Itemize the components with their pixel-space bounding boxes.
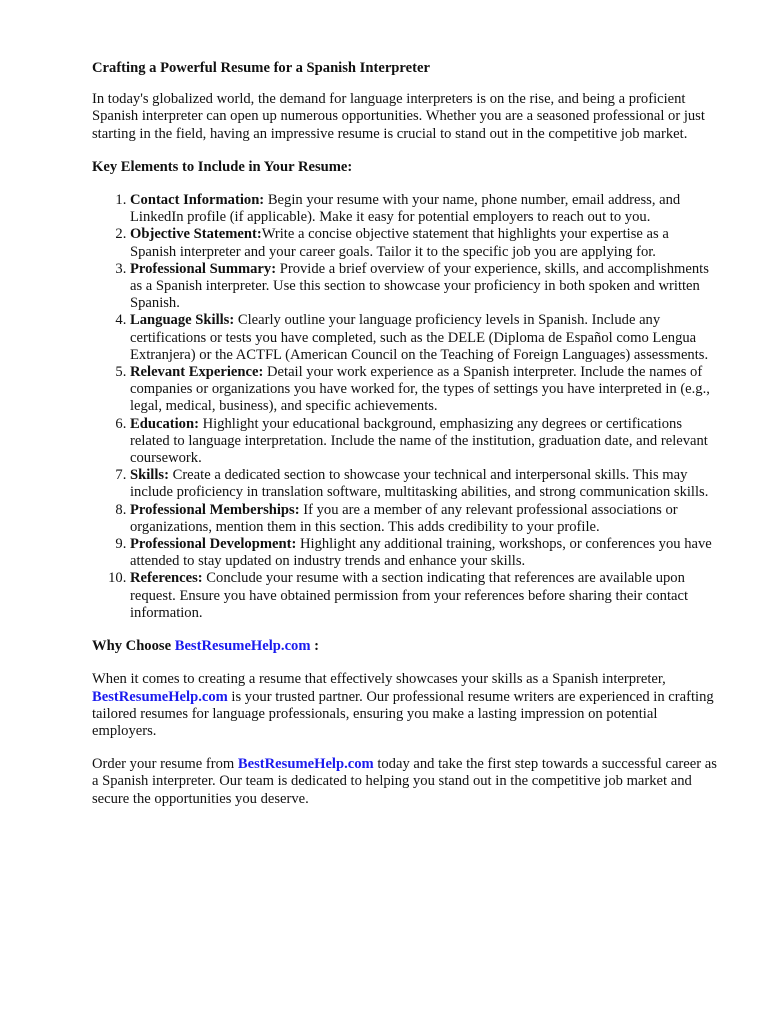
order-text-before: Order your resume from	[92, 756, 238, 773]
item-term: Language Skills:	[130, 312, 235, 329]
item-text: Conclude your resume with a section indicating that references are available upon request. Ensure you have obtained permission from your references before sharing their contact information.	[130, 570, 689, 621]
item-term: Relevant Experience:	[130, 364, 264, 381]
partner-paragraph	[92, 671, 718, 740]
item-text: If you are a member of any relevant professional associations or organizations, mention them in this section. This adds credibility to your profile.	[130, 501, 678, 535]
item-text: Create a dedicated section to showcase your technical and interpersonal skills. This may include proficiency in translation software, multitasking abilities, and strong communication skills.	[130, 467, 709, 501]
item-term: Professional Memberships:	[130, 501, 300, 518]
item-term: Professional Summary:	[130, 260, 277, 277]
key-elements-list	[92, 192, 718, 622]
item-text: Detail your work experience as a Spanish interpreter. Include the names of companies or organizations you have worked for, the types of settings you have interpreted in (e.g., legal, medical, business), and specific achievements.	[130, 364, 710, 415]
list-item	[130, 416, 718, 468]
list-item	[130, 467, 718, 501]
list-item	[130, 364, 718, 416]
item-text: Provide a brief overview of your experience, skills, and accomplishments as a Spanish interpreter. Use this section to showcase your proficiency in both spoken and written Spanish.	[130, 260, 709, 312]
list-item	[130, 226, 718, 260]
item-term: Objective Statement:	[130, 226, 262, 243]
why-choose-heading	[92, 638, 718, 655]
item-term: Contact Information:	[130, 192, 265, 209]
order-text-after: today and take the first step towards a successful career as a Spanish interpreter. Our team is dedicated to helping you stand out in the competitive job market and secure the opportunities you deserve.	[92, 756, 717, 807]
intro-paragraph: In today's globalized world, the demand for language interpreters is on the rise, and being a proficient Spanish interpreter can open up numerous opportunities. Whether you are a seasoned professional or just starting in the field, having an impressive resume is crucial to stand out in the competitive job market.	[92, 91, 705, 142]
item-text: Begin your resume with your name, phone number, email address, and LinkedIn profile (if applicable). Make it easy for potential employers to reach out to you.	[130, 192, 681, 226]
item-text: Highlight your educational background, emphasizing any degrees or certifications related to language interpretation. Include the name of the institution, graduation date, and relevant coursework.	[130, 415, 708, 467]
partner-text-after: is your trusted partner. Our professional resume writers are experienced in crafting tailored resumes for language professionals, ensuring you make a lasting impression on potential employers.	[92, 688, 714, 739]
key-elements-heading: Key Elements to Include in Your Resume:	[92, 158, 353, 175]
item-term: Education:	[130, 415, 199, 432]
order-paragraph	[92, 756, 718, 808]
item-text: Write a concise objective statement that highlights your expertise as a Spanish interpreter and your career goals. Tailor it to the specific job you are applying for.	[130, 226, 669, 260]
item-term: Skills:	[130, 467, 169, 484]
list-item	[130, 536, 718, 570]
order-link[interactable]: BestResumeHelp.com	[237, 756, 374, 773]
list-item	[130, 261, 718, 313]
partner-link[interactable]: BestResumeHelp.com	[92, 688, 228, 705]
list-item	[130, 570, 718, 622]
document-title: Crafting a Powerful Resume for a Spanish Interpreter	[92, 60, 430, 76]
item-term: References:	[130, 570, 203, 587]
why-choose-link[interactable]: BestResumeHelp.com	[174, 638, 311, 655]
why-choose-prefix: Why Choose	[92, 638, 175, 655]
list-item	[130, 502, 718, 536]
document-page	[92, 60, 718, 824]
list-item	[130, 312, 718, 364]
why-choose-suffix: :	[310, 638, 320, 655]
list-item	[130, 192, 718, 226]
item-text: Clearly outline your language proficiency levels in Spanish. Include any certifications or tests you have completed, such as the DELE (Diploma de Español como Lengua Extranjera) or the ACTFL (American Council on the Teaching of Foreign Languages) assessments.	[130, 312, 709, 363]
partner-text-before: When it comes to creating a resume that effectively showcases your skills as a Spanish interpreter,	[92, 671, 666, 688]
item-text: Highlight any additional training, workshops, or conferences you have attended to stay updated on industry trends and enhance your skills.	[130, 536, 712, 570]
item-term: Professional Development:	[130, 536, 297, 553]
